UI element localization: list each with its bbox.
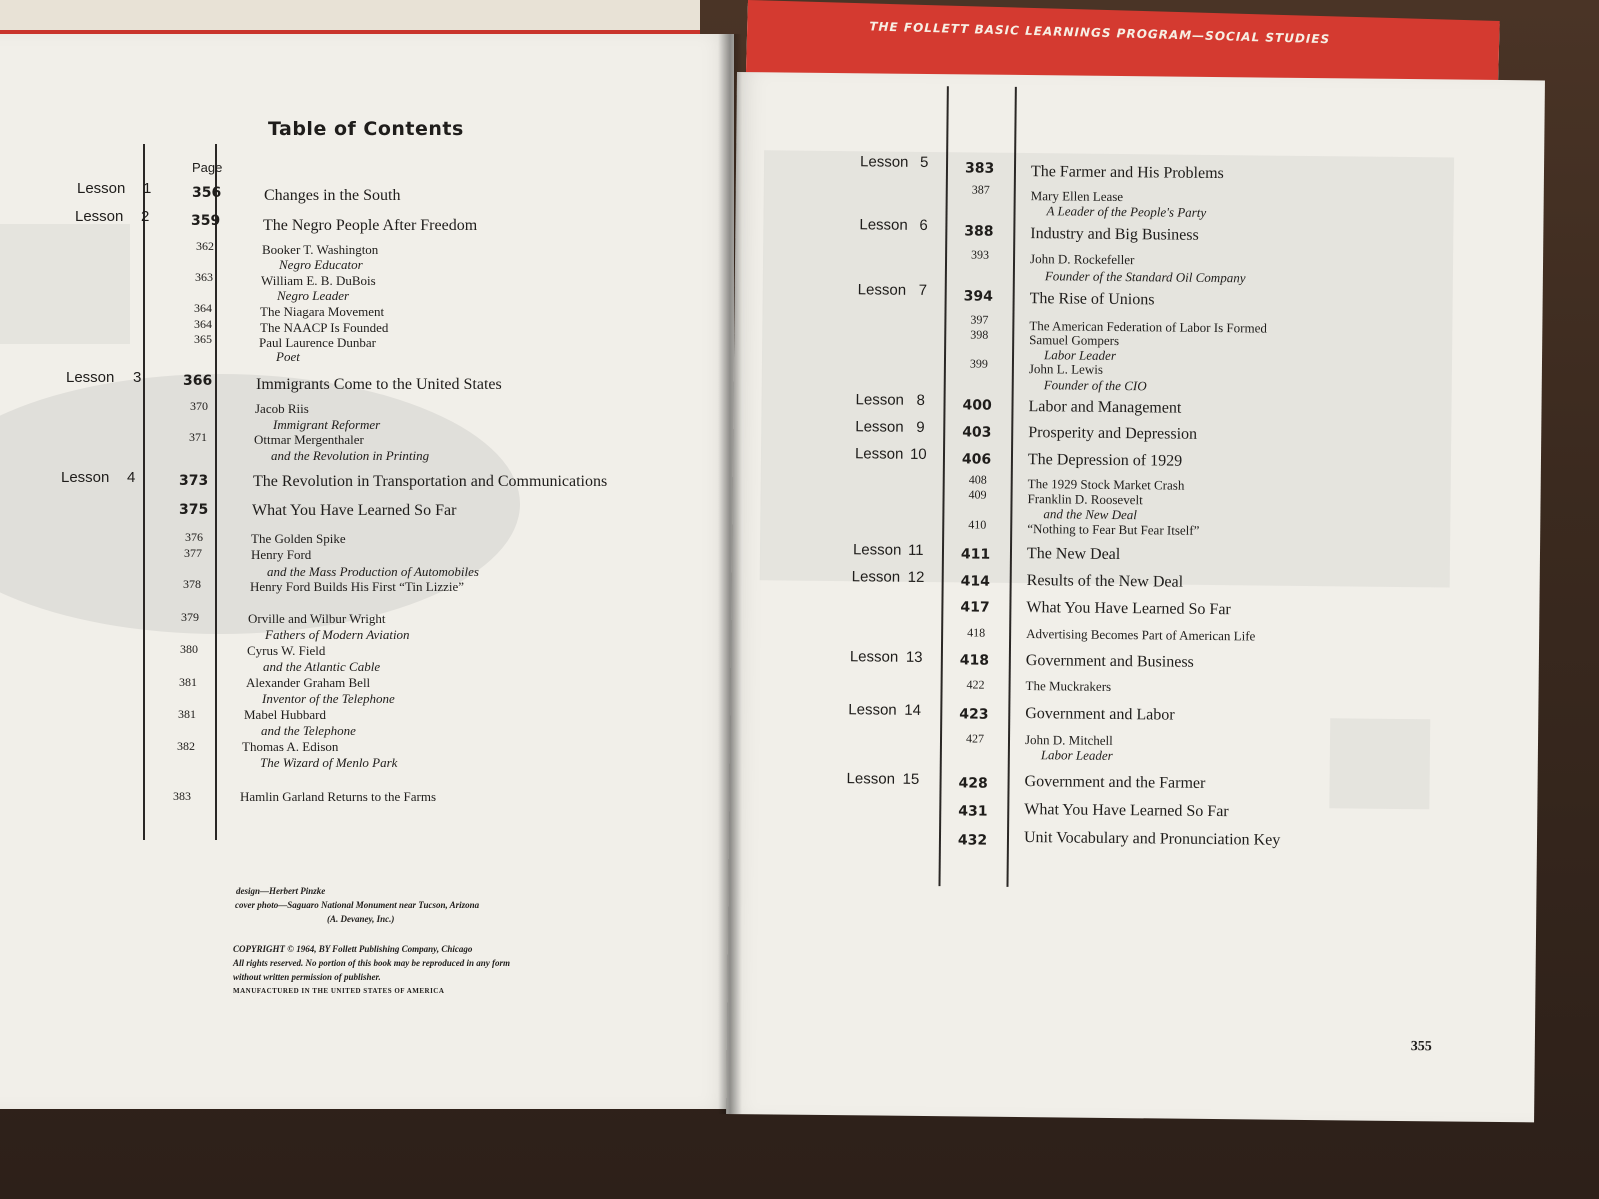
toc-subtitle: The Wizard of Menlo Park <box>260 755 398 770</box>
toc-subtitle: Negro Leader <box>277 288 350 303</box>
toc-entry: Unit Vocabulary and Pronunciation Key <box>1023 829 1281 849</box>
page-number: 380 <box>180 642 198 656</box>
page-column-header: Page <box>192 160 223 175</box>
page-number: 362 <box>196 239 214 253</box>
toc-entry: Immigrants Come to the United States <box>256 376 502 393</box>
lesson-label: Lesson <box>859 216 908 234</box>
lesson-label: Lesson <box>75 208 124 225</box>
page-number: 377 <box>184 546 202 560</box>
lesson-number: 15 <box>902 770 920 788</box>
toc-subentry: Henry Ford <box>251 547 312 562</box>
toc-subtitle: Founder of the Standard Oil Company <box>1044 268 1246 286</box>
manufactured-line: MANUFACTURED IN THE UNITED STATES OF AMERICA <box>233 987 445 995</box>
toc-entry: Results of the New Deal <box>1026 572 1184 591</box>
toc-subentry: Cyrus W. Field <box>247 643 326 658</box>
toc-subtitle: and the Atlantic Cable <box>263 659 381 674</box>
page-number: 398 <box>970 327 989 342</box>
toc-subentry: Advertising Becomes Part of American Life <box>1026 626 1256 644</box>
left-page <box>0 34 734 1109</box>
page-number: 406 <box>961 451 992 468</box>
copyright-line: COPYRIGHT © 1964, BY Follett Publishing Company, Chicago <box>233 944 473 954</box>
page-number: 388 <box>964 223 994 240</box>
page-number: 423 <box>959 706 989 723</box>
lesson-number: 6 <box>919 216 928 235</box>
lesson-label: Lesson <box>849 648 899 666</box>
page-number: 409 <box>968 487 987 502</box>
toc-subtitle: Immigrant Reformer <box>273 417 381 432</box>
lesson-label: Lesson <box>857 281 907 299</box>
toc-subentry: Henry Ford Builds His First “Tin Lizzie” <box>250 579 465 594</box>
page-number: 427 <box>965 731 985 746</box>
lesson-number: 5 <box>919 153 929 172</box>
design-credit: design—Herbert Pinzke <box>236 886 326 896</box>
rights-line: without written permission of publisher. <box>233 972 381 982</box>
toc-subentry: Mabel Hubbard <box>244 707 326 722</box>
toc-entry: What You Have Learned So Far <box>252 502 457 519</box>
page-number: 411 <box>960 546 991 563</box>
toc-subentry: The Muckrakers <box>1025 678 1112 694</box>
folio: 355 <box>1410 1039 1432 1055</box>
rights-line: All rights reserved. No portion of this book may be reproduced in any form <box>233 958 511 968</box>
page-number: 378 <box>183 577 201 591</box>
lesson-number: 13 <box>905 648 923 666</box>
faded-show-through <box>0 224 130 344</box>
page-number: 373 <box>179 473 209 489</box>
toc-subentry: The Niagara Movement <box>260 304 385 319</box>
toc-subentry: John D. Rockefeller <box>1029 251 1135 268</box>
page-number: 403 <box>962 424 992 441</box>
book-cover-top-left <box>0 0 700 36</box>
page-number: 365 <box>194 332 212 346</box>
toc-subtitle: Inventor of the Telephone <box>262 691 395 706</box>
faded-show-through <box>1329 718 1430 809</box>
lesson-label: Lesson <box>859 153 909 171</box>
page-number: 375 <box>179 502 209 518</box>
toc-subentry: “Nothing to Fear But Fear Itself” <box>1027 521 1200 538</box>
lesson-label: Lesson <box>854 445 904 463</box>
lesson-number: 3 <box>133 369 142 386</box>
cover-credit: cover photo—Saguaro National Monument near Tucson, Arizona <box>235 900 480 910</box>
lesson-label: Lesson <box>851 568 901 586</box>
column-rule <box>143 144 145 840</box>
toc-subentry: William E. B. DuBois <box>261 273 376 288</box>
page-number: 418 <box>959 652 990 669</box>
page-number: 410 <box>968 517 987 532</box>
page-number: 376 <box>185 530 203 544</box>
page-title: Table of Contents <box>268 118 464 140</box>
toc-subtitle: Fathers of Modern Aviation <box>265 627 410 642</box>
lesson-label: Lesson <box>77 180 126 197</box>
page-number: 381 <box>179 675 197 689</box>
lesson-label: Lesson <box>61 469 110 486</box>
page-number: 428 <box>958 775 988 792</box>
toc-subentry: The NAACP Is Founded <box>260 320 389 335</box>
lesson-number: 14 <box>904 701 922 719</box>
toc-entry: The Rise of Unions <box>1029 290 1155 309</box>
toc-entry: Labor and Management <box>1028 398 1182 417</box>
toc-subentry: Franklin D. Roosevelt <box>1027 491 1143 508</box>
page-number: 383 <box>964 160 995 177</box>
toc-subentry: Jacob Riis <box>255 401 309 416</box>
toc-subentry: Hamlin Garland Returns to the Farms <box>240 789 437 804</box>
toc-subtitle: Labor Leader <box>1043 347 1117 363</box>
lesson-number: 1 <box>143 180 152 197</box>
page-number: 364 <box>194 301 212 315</box>
toc-subentry: Paul Laurence Dunbar <box>259 335 376 350</box>
page-number: 371 <box>189 430 207 444</box>
toc-subentry: Thomas A. Edison <box>242 739 339 754</box>
page-number: 418 <box>967 625 986 640</box>
lesson-label: Lesson <box>848 701 897 719</box>
toc-subentry: Alexander Graham Bell <box>246 675 371 690</box>
lesson-number: 2 <box>141 208 150 225</box>
toc-subentry: Samuel Gompers <box>1029 332 1120 349</box>
toc-entry: Changes in the South <box>264 187 401 204</box>
toc-entry: The Revolution in Transportation and Communications <box>253 473 608 490</box>
lesson-number: 9 <box>916 418 925 436</box>
lesson-label: Lesson <box>855 418 904 436</box>
toc-entry: Government and Business <box>1025 652 1194 671</box>
toc-subentry: John D. Mitchell <box>1024 732 1113 748</box>
column-rule <box>215 144 217 840</box>
page-number: 382 <box>177 739 195 753</box>
toc-subtitle: Founder of the CIO <box>1043 377 1147 394</box>
lesson-number: 4 <box>127 469 136 486</box>
page-number: 394 <box>963 288 993 305</box>
page-number: 387 <box>971 182 990 197</box>
page-number: 370 <box>190 399 208 413</box>
toc-subtitle: and the Telephone <box>261 723 356 738</box>
lesson-number: 12 <box>907 568 925 586</box>
toc-subentry: The Golden Spike <box>251 531 346 546</box>
toc-entry: What You Have Learned So Far <box>1026 599 1231 619</box>
page-number: 383 <box>173 789 191 803</box>
page-number: 393 <box>971 247 990 262</box>
page-number: 363 <box>195 270 213 284</box>
page-number: 366 <box>183 373 213 389</box>
lesson-label: Lesson <box>855 391 905 409</box>
toc-entry: What You Have Learned So Far <box>1024 801 1229 821</box>
toc-entry: The Depression of 1929 <box>1027 451 1183 470</box>
toc-entry: Industry and Big Business <box>1030 225 1199 244</box>
lesson-number: 10 <box>909 445 927 464</box>
page-number: 414 <box>960 573 990 590</box>
toc-entry: Government and Labor <box>1025 705 1175 724</box>
series-banner: THE FOLLETT BASIC LEARNINGS PROGRAM—SOCIAL STUDIES <box>869 19 1331 47</box>
page-number: 399 <box>969 356 989 371</box>
toc-subtitle: Labor Leader <box>1040 747 1113 763</box>
toc-entry: Government and the Farmer <box>1024 773 1206 792</box>
page-number: 408 <box>968 472 987 487</box>
toc-subentry: The American Federation of Labor Is Formed <box>1029 318 1267 336</box>
page-number: 364 <box>194 317 212 331</box>
photo-agency: (A. Devaney, Inc.) <box>327 914 395 924</box>
toc-subtitle: Negro Educator <box>279 257 363 272</box>
toc-subentry: John L. Lewis <box>1028 361 1104 377</box>
toc-subentry: The 1929 Stock Market Crash <box>1027 476 1185 493</box>
page-number: 417 <box>960 599 990 616</box>
page-number: 422 <box>966 677 985 692</box>
lesson-label: Lesson <box>852 541 902 559</box>
toc-subtitle: and the Revolution in Printing <box>271 448 430 463</box>
toc-subtitle: and the Mass Production of Automobiles <box>267 564 479 579</box>
page-number: 400 <box>962 397 992 414</box>
lesson-label: Lesson <box>846 770 896 788</box>
toc-subtitle: and the New Deal <box>1043 506 1137 523</box>
toc-entry: Prosperity and Depression <box>1028 424 1198 443</box>
toc-entry: The Farmer and His Problems <box>1030 163 1224 183</box>
toc-subentry: Booker T. Washington <box>262 242 379 257</box>
lesson-label: Lesson <box>66 369 115 386</box>
page-number: 356 <box>192 185 222 201</box>
page-number: 359 <box>191 213 221 229</box>
page-number: 431 <box>958 803 988 820</box>
toc-subtitle: Poet <box>276 349 300 364</box>
page-number: 379 <box>181 610 199 624</box>
lesson-number: 7 <box>918 281 928 300</box>
lesson-number: 11 <box>907 541 924 559</box>
toc-subentry: Ottmar Mergenthaler <box>254 432 364 447</box>
toc-subentry: Orville and Wilbur Wright <box>248 611 386 626</box>
lesson-number: 8 <box>916 391 926 409</box>
right-page <box>726 72 1545 1122</box>
toc-subentry: Mary Ellen Lease <box>1030 188 1124 205</box>
toc-subtitle: A Leader of the People's Party <box>1046 203 1207 220</box>
page-number: 397 <box>970 312 989 327</box>
book-gutter <box>718 34 742 1114</box>
page-number: 381 <box>178 707 196 721</box>
toc-entry: The Negro People After Freedom <box>263 217 478 234</box>
toc-entry: The New Deal <box>1026 545 1121 564</box>
page-number: 432 <box>957 832 988 849</box>
